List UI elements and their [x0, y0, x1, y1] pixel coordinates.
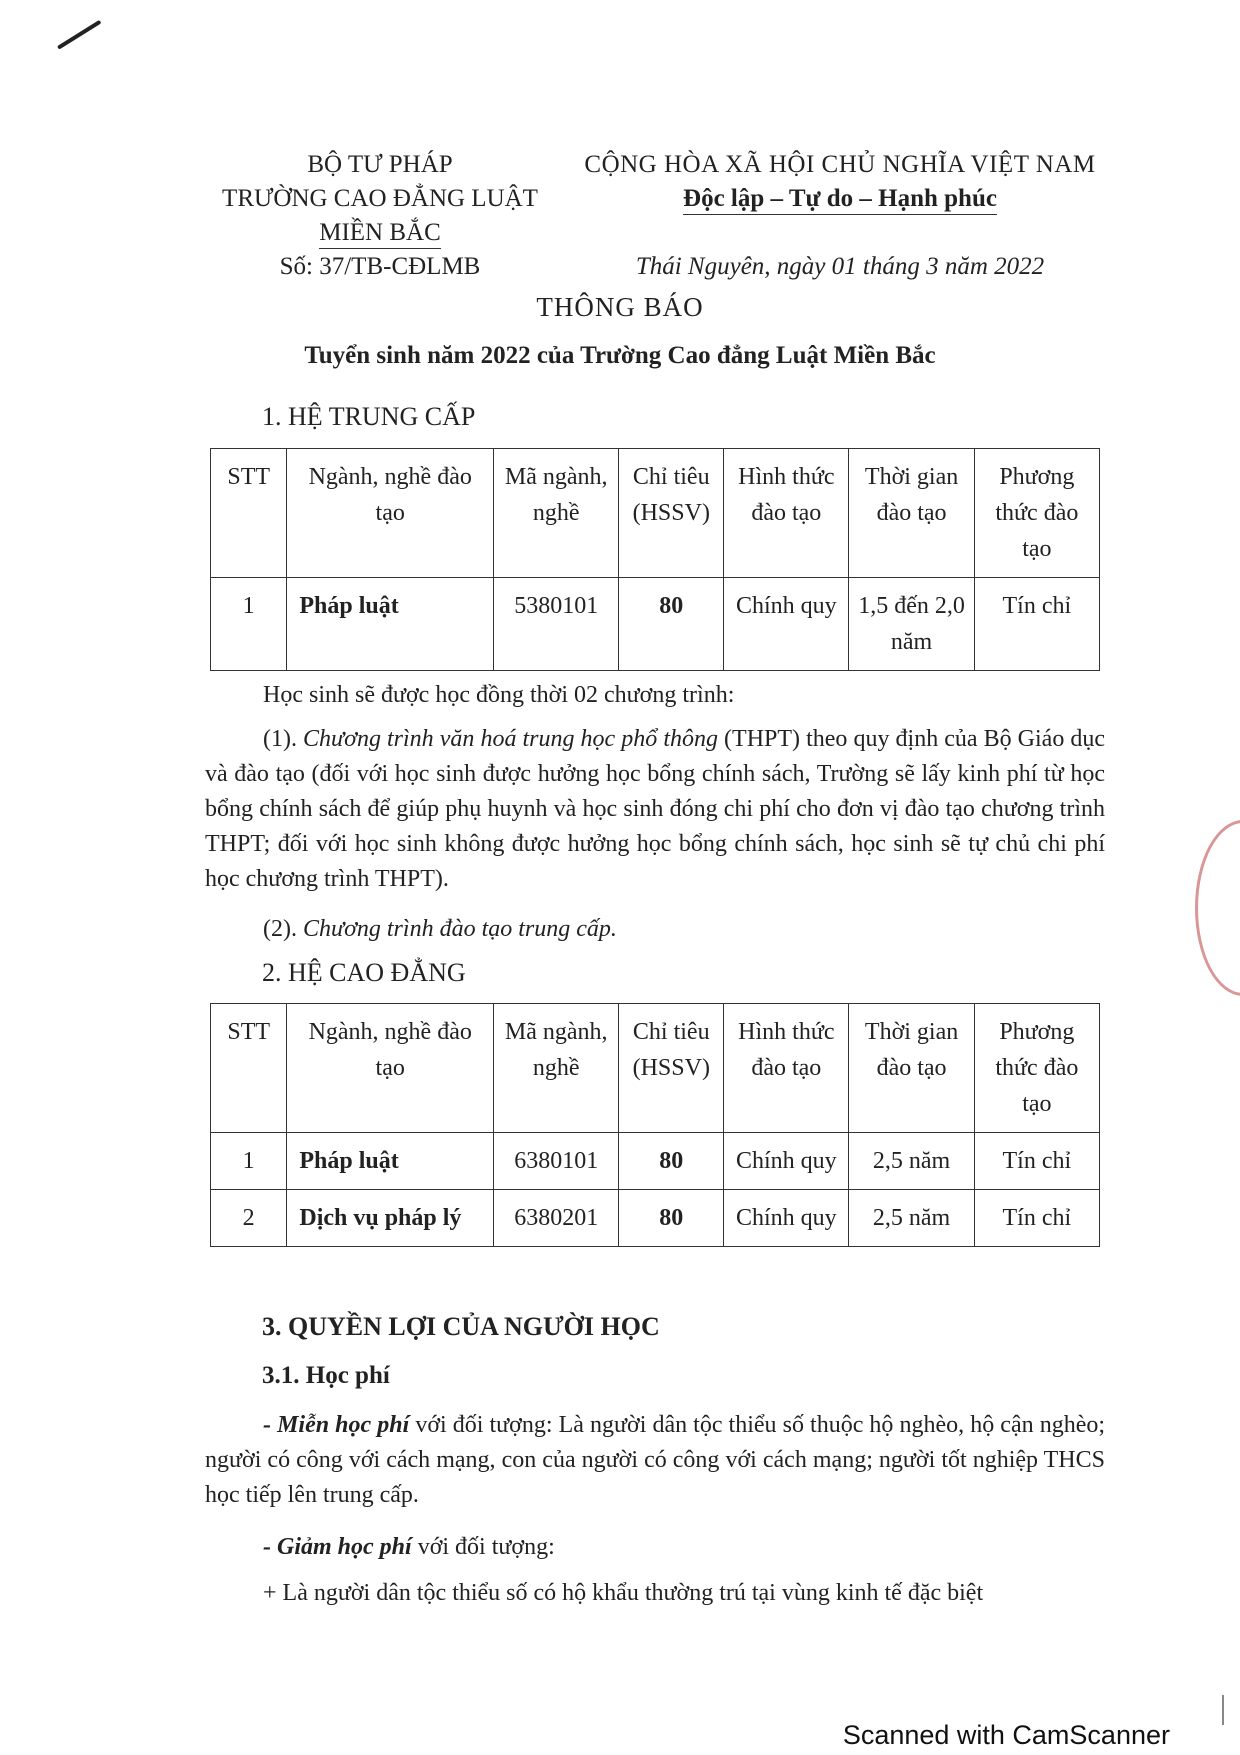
cell-chi-tieu: 80 [619, 1190, 724, 1247]
section3-heading: 3. QUYỀN LỢI CỦA NGƯỜI HỌC [262, 1312, 660, 1341]
paragraph-mien-hoc-phi: - Miễn học phí với đối tượng: Là người dân tộc thiểu số thuộc hộ nghèo, hộ cận nghèo; người có công với cách mạng, con của người có công với cách mạng; người tốt nghiệp THCS học tiếp lên trung cấp. [205, 1412, 1106, 1508]
paragraph-giam-hoc-phi: - Giảm học phí với đối tượng: [263, 1534, 555, 1560]
paragraph-program-1: (1). Chương trình văn hoá trung học phổ thông (THPT) theo quy định của Bộ Giáo dục và đào tạo (đối với học sinh được hưởng học bổng chính sách, Trường sẽ lấy kinh phí từ học bổng chính sách để giúp phụ huynh và học sinh đóng chi phí cho đơn vị đào tạo chương trình THPT; đối với học sinh không được hưởng học bổng chính sách, học sinh sẽ tự chủ chi phí học chương trình THPT). [205, 726, 1106, 892]
cell-stt: 1 [211, 578, 287, 671]
col-hinh-thuc: Hình thức đào tạo [724, 449, 849, 578]
issuer-block [190, 148, 570, 284]
col-ma: Mã ngành, nghề [494, 1004, 619, 1133]
section3-subheading: 3.1. Học phí [262, 1362, 390, 1389]
table-header-row [211, 1004, 1100, 1133]
col-ma: Mã ngành, nghề [494, 449, 619, 578]
document-subtitle: Tuyển sinh năm 2022 của Trường Cao đẳng Luật Miền Bắc [304, 342, 936, 369]
country-name: CỘNG HÒA XÃ HỘI CHỦ NGHĨA VIỆT NAM [584, 151, 1096, 178]
table-cao-dang [210, 1003, 1100, 1247]
col-nganh: Ngành, nghề đào tạo [287, 449, 494, 578]
school-name-line1: TRƯỜNG CAO ĐẲNG LUẬT [222, 185, 538, 212]
col-stt: STT [211, 449, 287, 578]
paragraph-intro: Học sinh sẽ được học đồng thời 02 chương trình: [263, 682, 735, 708]
col-stt: STT [211, 1004, 287, 1133]
document-number: Số: 37/TB-CĐLMB [279, 253, 481, 280]
school-name-line2: MIỀN BẮC [190, 216, 570, 250]
col-hinh-thuc: Hình thức đào tạo [724, 1004, 849, 1133]
place-date: Thái Nguyên, ngày 01 tháng 3 năm 2022 [635, 253, 1045, 280]
section1-heading: 1. HỆ TRUNG CẤP [262, 402, 476, 431]
cell-ma: 6380201 [494, 1190, 619, 1247]
table-row [211, 1190, 1100, 1247]
paragraph-bullet-1: + Là người dân tộc thiểu số có hộ khẩu thường trú tại vùng kinh tế đặc biệt [263, 1580, 984, 1606]
table-trung-cap [210, 448, 1100, 671]
table-row [211, 578, 1100, 671]
cell-chi-tieu: 80 [619, 1133, 724, 1190]
cell-ma: 6380101 [494, 1133, 619, 1190]
col-thoi-gian: Thời gian đào tạo [849, 449, 974, 578]
col-nganh: Ngành, nghề đào tạo [287, 1004, 494, 1133]
col-chi-tieu: Chỉ tiêu (HSSV) [619, 1004, 724, 1133]
col-thoi-gian: Thời gian đào tạo [849, 1004, 974, 1133]
national-header [560, 148, 1120, 284]
cell-stt: 2 [211, 1190, 287, 1247]
cell-phuong-thuc: Tín chỉ [974, 1133, 1099, 1190]
motto: Độc lập – Tự do – Hạnh phúc [560, 182, 1120, 216]
ministry-name: BỘ TƯ PHÁP [307, 151, 453, 178]
cell-stt: 1 [211, 1133, 287, 1190]
section2-heading: 2. HỆ CAO ĐẲNG [262, 958, 466, 987]
seal-stamp-fragment [1195, 820, 1240, 996]
cell-ma: 5380101 [494, 578, 619, 671]
cell-nganh: Pháp luật [287, 1133, 494, 1190]
table-row [211, 1133, 1100, 1190]
col-phuong-thuc: Phương thức đào tạo [974, 1004, 1099, 1133]
cell-nganh: Dịch vụ pháp lý [287, 1190, 494, 1247]
scanner-watermark: Scanned with CamScanner [842, 1720, 1170, 1750]
cell-thoi-gian: 1,5 đến 2,0 năm [849, 578, 974, 671]
cell-hinh-thuc: Chính quy [724, 1190, 849, 1247]
cell-phuong-thuc: Tín chỉ [974, 1190, 1099, 1247]
cell-thoi-gian: 2,5 năm [849, 1133, 974, 1190]
cell-thoi-gian: 2,5 năm [849, 1190, 974, 1247]
paragraph-program-2: (2). Chương trình đào tạo trung cấp. [263, 916, 617, 942]
col-phuong-thuc: Phương thức đào tạo [974, 449, 1099, 578]
col-chi-tieu: Chỉ tiêu (HSSV) [619, 449, 724, 578]
cell-phuong-thuc: Tín chỉ [974, 578, 1099, 671]
cell-nganh: Pháp luật [287, 578, 494, 671]
document-title: THÔNG BÁO [536, 292, 704, 322]
pen-mark [57, 20, 102, 50]
edge-mark [1222, 1695, 1224, 1725]
cell-hinh-thuc: Chính quy [724, 1133, 849, 1190]
table-header-row [211, 449, 1100, 578]
cell-hinh-thuc: Chính quy [724, 578, 849, 671]
cell-chi-tieu: 80 [619, 578, 724, 671]
